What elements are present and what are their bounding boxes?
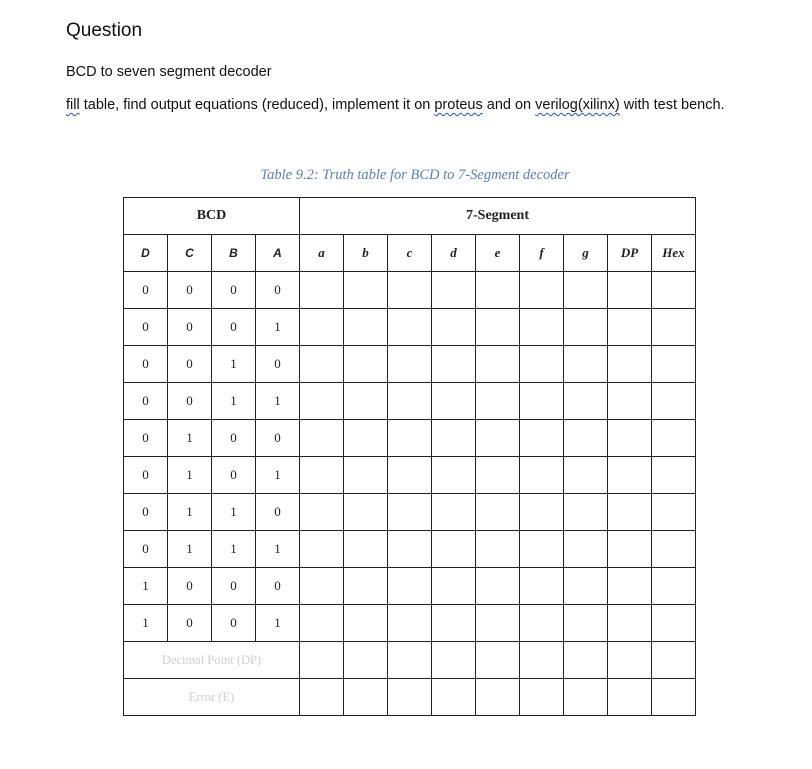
input-cell: 0 bbox=[212, 309, 256, 346]
output-cell[interactable] bbox=[300, 272, 344, 309]
output-cell[interactable] bbox=[652, 346, 696, 383]
output-cell[interactable] bbox=[432, 494, 476, 531]
input-cell: 0 bbox=[168, 346, 212, 383]
table-row bbox=[124, 309, 696, 346]
instruction-text-2: and on bbox=[482, 97, 536, 113]
input-cell: 0 bbox=[212, 272, 256, 309]
output-cell[interactable] bbox=[652, 568, 696, 605]
output-cell[interactable] bbox=[476, 457, 520, 494]
output-cell[interactable] bbox=[520, 568, 564, 605]
output-cell[interactable] bbox=[388, 568, 432, 605]
input-cell: 1 bbox=[124, 605, 168, 642]
output-cell[interactable] bbox=[608, 494, 652, 531]
input-cell: 0 bbox=[212, 568, 256, 605]
input-cell: 1 bbox=[256, 457, 300, 494]
output-cell[interactable] bbox=[564, 346, 608, 383]
output-cell[interactable] bbox=[652, 420, 696, 457]
output-cell[interactable] bbox=[300, 383, 344, 420]
output-cell[interactable] bbox=[564, 568, 608, 605]
table-caption: Table 9.2: Truth table for BCD to 7-Segment decoder bbox=[260, 167, 570, 183]
decimal-point-row-label: Decimal Point (DP) bbox=[124, 642, 300, 679]
output-cell[interactable] bbox=[652, 309, 696, 346]
output-cell[interactable] bbox=[652, 605, 696, 642]
table-row bbox=[124, 568, 696, 605]
input-cell: 0 bbox=[212, 457, 256, 494]
table-row bbox=[124, 642, 696, 679]
output-cell[interactable] bbox=[564, 679, 608, 716]
output-cell[interactable] bbox=[564, 272, 608, 309]
output-cell[interactable] bbox=[432, 309, 476, 346]
spellcheck-word-verilog[interactable]: verilog(xilinx) bbox=[535, 97, 620, 113]
input-cell: 1 bbox=[168, 457, 212, 494]
column-header: f bbox=[520, 235, 564, 272]
column-header: b bbox=[344, 235, 388, 272]
output-cell[interactable] bbox=[476, 309, 520, 346]
output-cell[interactable] bbox=[300, 531, 344, 568]
output-cell[interactable] bbox=[300, 494, 344, 531]
output-cell[interactable] bbox=[608, 605, 652, 642]
input-cell: 0 bbox=[124, 420, 168, 457]
output-cell[interactable] bbox=[344, 457, 388, 494]
table-row bbox=[124, 531, 696, 568]
output-cell[interactable] bbox=[652, 272, 696, 309]
column-header: c bbox=[388, 235, 432, 272]
output-cell[interactable] bbox=[520, 383, 564, 420]
instruction-text-1: table, find output equations (reduced), implement it on bbox=[79, 97, 435, 113]
input-cell: 0 bbox=[124, 309, 168, 346]
input-cell: 1 bbox=[256, 383, 300, 420]
output-cell[interactable] bbox=[300, 420, 344, 457]
output-cell[interactable] bbox=[388, 642, 432, 679]
output-cell[interactable] bbox=[608, 642, 652, 679]
output-cell[interactable] bbox=[476, 383, 520, 420]
input-cell: 1 bbox=[212, 383, 256, 420]
output-cell[interactable] bbox=[388, 531, 432, 568]
output-cell[interactable] bbox=[652, 494, 696, 531]
input-cell: 0 bbox=[124, 494, 168, 531]
output-cell[interactable] bbox=[388, 309, 432, 346]
input-cell: 0 bbox=[256, 272, 300, 309]
output-cell[interactable] bbox=[520, 272, 564, 309]
input-cell: 0 bbox=[124, 272, 168, 309]
output-cell[interactable] bbox=[608, 272, 652, 309]
table-row bbox=[124, 605, 696, 642]
output-cell[interactable] bbox=[344, 494, 388, 531]
output-cell[interactable] bbox=[432, 605, 476, 642]
output-cell[interactable] bbox=[564, 420, 608, 457]
output-cell[interactable] bbox=[388, 420, 432, 457]
table-row bbox=[124, 272, 696, 309]
output-cell[interactable] bbox=[432, 272, 476, 309]
output-cell[interactable] bbox=[564, 642, 608, 679]
input-cell: 1 bbox=[212, 346, 256, 383]
output-cell[interactable] bbox=[564, 494, 608, 531]
output-cell[interactable] bbox=[608, 309, 652, 346]
output-cell[interactable] bbox=[520, 457, 564, 494]
output-cell[interactable] bbox=[432, 457, 476, 494]
output-cell[interactable] bbox=[432, 679, 476, 716]
table-row bbox=[124, 346, 696, 383]
error-row-label: Error (E) bbox=[124, 679, 300, 716]
input-cell: 0 bbox=[124, 383, 168, 420]
output-cell[interactable] bbox=[476, 494, 520, 531]
instruction-text-3: with test bench. bbox=[619, 97, 725, 113]
output-cell[interactable] bbox=[432, 420, 476, 457]
input-cell: 0 bbox=[212, 605, 256, 642]
output-cell[interactable] bbox=[520, 494, 564, 531]
output-cell[interactable] bbox=[432, 642, 476, 679]
table-row bbox=[124, 457, 696, 494]
output-cell[interactable] bbox=[344, 679, 388, 716]
output-cell[interactable] bbox=[520, 420, 564, 457]
column-header: d bbox=[432, 235, 476, 272]
output-cell[interactable] bbox=[300, 605, 344, 642]
input-cell: 0 bbox=[168, 568, 212, 605]
input-cell: 0 bbox=[256, 420, 300, 457]
output-cell[interactable] bbox=[388, 494, 432, 531]
output-cell[interactable] bbox=[344, 309, 388, 346]
input-cell: 1 bbox=[256, 309, 300, 346]
input-cell: 1 bbox=[212, 531, 256, 568]
output-cell[interactable] bbox=[300, 679, 344, 716]
output-cell[interactable] bbox=[476, 531, 520, 568]
output-cell[interactable] bbox=[344, 642, 388, 679]
question-instruction bbox=[66, 95, 746, 116]
input-cell: 1 bbox=[168, 531, 212, 568]
output-cell[interactable] bbox=[432, 531, 476, 568]
output-cell[interactable] bbox=[344, 346, 388, 383]
output-cell[interactable] bbox=[432, 568, 476, 605]
output-cell[interactable] bbox=[564, 531, 608, 568]
output-cell[interactable] bbox=[652, 383, 696, 420]
output-cell[interactable] bbox=[520, 531, 564, 568]
output-cell[interactable] bbox=[652, 679, 696, 716]
output-cell[interactable] bbox=[476, 420, 520, 457]
output-cell[interactable] bbox=[476, 679, 520, 716]
column-header-row bbox=[124, 235, 696, 272]
output-cell[interactable] bbox=[300, 642, 344, 679]
output-cell[interactable] bbox=[432, 346, 476, 383]
output-cell[interactable] bbox=[344, 605, 388, 642]
output-cell[interactable] bbox=[388, 272, 432, 309]
column-header: g bbox=[564, 235, 608, 272]
output-cell[interactable] bbox=[476, 272, 520, 309]
output-cell[interactable] bbox=[564, 457, 608, 494]
output-cell[interactable] bbox=[520, 346, 564, 383]
column-header: C bbox=[168, 235, 212, 272]
input-cell: 0 bbox=[168, 309, 212, 346]
output-cell[interactable] bbox=[652, 531, 696, 568]
table-row bbox=[124, 679, 696, 716]
input-cell: 1 bbox=[168, 494, 212, 531]
input-cell: 0 bbox=[124, 457, 168, 494]
column-header: B bbox=[212, 235, 256, 272]
bcd-group-header: BCD bbox=[124, 198, 300, 235]
output-cell[interactable] bbox=[652, 457, 696, 494]
output-cell[interactable] bbox=[608, 346, 652, 383]
output-cell[interactable] bbox=[608, 383, 652, 420]
input-cell: 1 bbox=[212, 494, 256, 531]
input-cell: 1 bbox=[256, 605, 300, 642]
table-row bbox=[124, 383, 696, 420]
output-cell[interactable] bbox=[564, 383, 608, 420]
output-cell[interactable] bbox=[300, 457, 344, 494]
output-cell[interactable] bbox=[300, 568, 344, 605]
input-cell: 1 bbox=[168, 420, 212, 457]
output-cell[interactable] bbox=[608, 568, 652, 605]
input-cell: 0 bbox=[168, 383, 212, 420]
output-cell[interactable] bbox=[344, 568, 388, 605]
output-cell[interactable] bbox=[344, 272, 388, 309]
spellcheck-word-proteus[interactable]: proteus bbox=[434, 97, 483, 113]
output-cell[interactable] bbox=[388, 605, 432, 642]
output-cell[interactable] bbox=[520, 605, 564, 642]
output-cell[interactable] bbox=[388, 383, 432, 420]
question-heading: Question bbox=[66, 20, 143, 41]
output-cell[interactable] bbox=[388, 346, 432, 383]
truth-table bbox=[123, 197, 696, 716]
column-header: D bbox=[124, 235, 168, 272]
output-cell[interactable] bbox=[608, 679, 652, 716]
spellcheck-word-fill[interactable]: fill bbox=[66, 97, 80, 113]
output-cell[interactable] bbox=[520, 642, 564, 679]
input-cell: 0 bbox=[256, 568, 300, 605]
input-cell: 0 bbox=[124, 346, 168, 383]
input-cell: 1 bbox=[256, 531, 300, 568]
output-cell[interactable] bbox=[564, 605, 608, 642]
output-cell[interactable] bbox=[608, 420, 652, 457]
input-cell: 0 bbox=[168, 605, 212, 642]
output-cell[interactable] bbox=[520, 679, 564, 716]
output-cell[interactable] bbox=[388, 457, 432, 494]
output-cell[interactable] bbox=[476, 346, 520, 383]
output-cell[interactable] bbox=[564, 309, 608, 346]
column-header: A bbox=[256, 235, 300, 272]
output-cell[interactable] bbox=[344, 383, 388, 420]
output-cell[interactable] bbox=[344, 531, 388, 568]
segment-group-header: 7-Segment bbox=[300, 198, 696, 235]
column-header: DP bbox=[608, 235, 652, 272]
output-cell[interactable] bbox=[608, 531, 652, 568]
output-cell[interactable] bbox=[300, 346, 344, 383]
output-cell[interactable] bbox=[520, 309, 564, 346]
question-subtitle: BCD to seven segment decoder bbox=[66, 64, 272, 80]
table-row bbox=[124, 420, 696, 457]
output-cell[interactable] bbox=[476, 568, 520, 605]
input-cell: 0 bbox=[124, 531, 168, 568]
input-cell: 0 bbox=[256, 494, 300, 531]
output-cell[interactable] bbox=[652, 642, 696, 679]
input-cell: 0 bbox=[212, 420, 256, 457]
output-cell[interactable] bbox=[476, 642, 520, 679]
output-cell[interactable] bbox=[388, 679, 432, 716]
column-header: e bbox=[476, 235, 520, 272]
table-row bbox=[124, 494, 696, 531]
output-cell[interactable] bbox=[344, 420, 388, 457]
column-header: Hex bbox=[652, 235, 696, 272]
output-cell[interactable] bbox=[608, 457, 652, 494]
output-cell[interactable] bbox=[476, 605, 520, 642]
input-cell: 1 bbox=[124, 568, 168, 605]
column-header: a bbox=[300, 235, 344, 272]
input-cell: 0 bbox=[168, 272, 212, 309]
output-cell[interactable] bbox=[432, 383, 476, 420]
output-cell[interactable] bbox=[300, 309, 344, 346]
input-cell: 0 bbox=[256, 346, 300, 383]
